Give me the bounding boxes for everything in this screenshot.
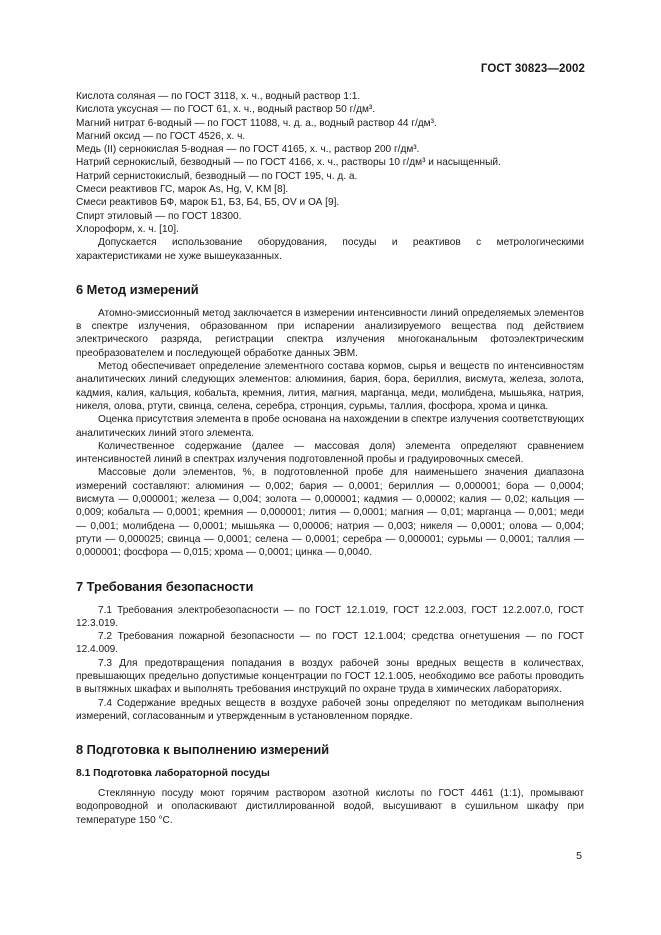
- subsection-8-1-paragraph: Стеклянную посуду моют горячим раствором азотной кислоты по ГОСТ 4461 (1:1), промывают водопроводной и ополаскивают дистиллированной водой, высушивают в сушильном шкафу при температуре 150 °С.: [76, 788, 584, 826]
- section-6-paragraph: Массовые доли элементов, %, в подготовленной пробе для наименьшего значения диапазона измерений составляют: алюминия — 0,002; бария — 0,0001; бериллия — 0,000001; бора — 0,0004; висмута — 0,000001; железа — 0,004; золота — 0,000001; кадмия — 0,00002; калия — 0,02; кальция — 0,009; кобальта — 0,0001; кремния — 0,000001; лития — 0,0001; магния — 0,01; марганца — 0,001; меди — 0,001; молибдена — 0,0001; мышьяка — 0,00006; натрия — 0,003; никеля — 0,0001; олова — 0,004; ртути — 0,000025; свинца — 0,0001; селена — 0,0001; серебра — 0,000001; сурьмы — 0,0001; таллия — 0,000001; фосфора — 0,015; хрома — 0,0001; цинка — 0,0040.: [76, 467, 584, 559]
- reagent-item: Магний нитрат 6-водный — по ГОСТ 11088, ч. д. а., водный раствор 44 г/дм³.: [76, 117, 437, 129]
- subsection-8-1-title: 8.1 Подготовка лабораторной посуды: [76, 768, 270, 780]
- reagent-item: Натрий сернокислый, безводный — по ГОСТ 4166, х. ч., растворы 10 г/дм³ и насыщенный.: [76, 157, 501, 169]
- reagent-item: Смеси реактивов ГС, марок As, Hg, V, KM [8].: [76, 184, 289, 196]
- section-7-paragraph: 7.4 Содержание вредных веществ в воздухе рабочей зоны определяют по методикам выполнения измерений, согласованным и утвержденным в установленном порядке.: [76, 697, 584, 722]
- reagent-item: Смеси реактивов БФ, марок Б1, Б3, Б4, Б5, OV и ОА [9].: [76, 197, 340, 209]
- reagent-item: Натрий сернистокислый, безводный — по ГОСТ 195, ч. д. а.: [76, 170, 358, 182]
- document-header: ГОСТ 30823—2002: [480, 63, 585, 75]
- section-7-paragraph: 7.2 Требования пожарной безопасности — по ГОСТ 12.1.004; средства огнетушения — по ГОСТ 12.4.009.: [76, 631, 584, 656]
- reagent-item: Кислота уксусная — по ГОСТ 61, х. ч., водный раствор 50 г/дм³.: [76, 104, 376, 116]
- reagent-item: Кислота соляная — по ГОСТ 3118, х. ч., водный раствор 1:1.: [76, 91, 361, 102]
- section-6-body: [76, 307, 584, 560]
- reagent-item: Медь (II) сернокислая 5-водная — по ГОСТ 4165, х. ч., раствор 200 г/дм³.: [76, 144, 420, 156]
- section-7-title: 7 Требования безопасности: [76, 578, 254, 594]
- reagent-item: Спирт этиловый — по ГОСТ 18300.: [76, 210, 242, 222]
- section-7-body: [76, 604, 584, 724]
- reagent-item: Магний оксид — по ГОСТ 4526, х. ч.: [76, 130, 246, 142]
- reagent-item: Хлороформ, х. ч. [10].: [76, 223, 179, 235]
- section-6-paragraph: Количественное содержание (далее — массовая доля) элемента определяют сравнением интенсивностей линий в спектрах излучения подготовленной пробы и градуировочных смесей.: [76, 440, 584, 466]
- reagents-list: [76, 90, 584, 263]
- section-6-title: 6 Метод измерений: [76, 281, 199, 297]
- section-8-title: 8 Подготовка к выполнению измерений: [76, 742, 330, 758]
- page-content: [76, 90, 584, 827]
- section-6-paragraph: Метод обеспечивает определение элементного состава кормов, сырья и веществ по интенсивностям аналитических линий следующих элементов: алюминия, бария, бора, бериллия, висмута, железа, золота, кадмия, калия, кальция, кобальта, кремния, лития, магния, марганца, меди, молибдена, мышьяка, натрия, никеля, олова, ртути, свинца, селена, серебра, стронция, сурьмы, таллия, фосфора, хрома и цинка.: [76, 361, 584, 412]
- section-6-paragraph: Атомно-эмиссионный метод заключается в измерении интенсивности линий определяемых элементов в спектре излучения, образованном при испарении анализируемого вещества под действием электрического разряда, регистрации спектра излучения многоканальным фотоэлектрическим преобразователем и последующей обработке данных ЭВМ.: [76, 307, 584, 359]
- section-7-paragraph: 7.3 Для предотвращения попадания в воздух рабочей зоны вредных веществ в количествах, превышающих предельно допустимые концентрации по ГОСТ 12.1.005, необходимо все работы проводить в вытяжных шкафах и выполнять требования инструкций по охране труда в химических лабораториях.: [76, 657, 584, 696]
- page-number: 5: [576, 850, 582, 862]
- section-6-paragraph: Оценка присутствия элемента в пробе основана на нахождении в спектре излучения соответствующих аналитических линий этого элемента.: [76, 414, 584, 439]
- reagents-note: Допускается использование оборудования, посуды и реактивов с метрологическими характеристиками не хуже вышеуказанных.: [76, 237, 584, 262]
- section-7-paragraph: 7.1 Требования электробезопасности — по ГОСТ 12.1.019, ГОСТ 12.2.003, ГОСТ 12.2.007.0, ГОСТ 12.3.019.: [76, 604, 584, 629]
